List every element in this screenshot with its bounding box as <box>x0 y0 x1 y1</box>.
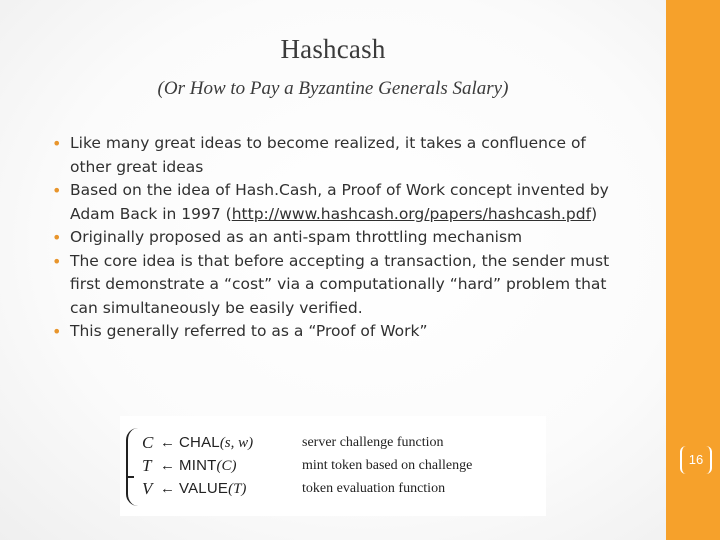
formula-desc: token evaluation function <box>302 481 446 496</box>
left-arrow-icon: ← <box>160 480 175 497</box>
formula-desc: server challenge function <box>302 435 444 450</box>
page-number: 16 <box>680 446 712 474</box>
bullet-item <box>52 179 632 226</box>
formula-row-chal <box>142 432 253 454</box>
bullet-item <box>52 250 632 321</box>
bullet-list <box>52 132 632 344</box>
formula-args: (s, w) <box>219 435 254 451</box>
formula-args: (C) <box>216 458 237 474</box>
bullet-text: Based on the idea of Hash.Cash, a Proof of Work concept invented by Adam Back in 1997 ( <box>70 181 609 223</box>
bullet-text: Originally proposed as an anti-spam throttling mechanism <box>70 228 523 246</box>
formula-var: T <box>142 456 152 475</box>
formula-var: V <box>142 479 153 498</box>
bullet-item <box>52 320 632 344</box>
formula-row-value <box>142 478 246 500</box>
left-brace-icon <box>126 428 142 506</box>
formula-func: MINT <box>179 457 217 474</box>
bullet-text: The core idea is that before accepting a transaction, the sender must first demonstrate a “cost” via a computationally “hard” problem that can simultaneously be easily verified. <box>70 251 610 317</box>
left-arrow-icon: ← <box>160 457 175 474</box>
bullet-item <box>52 132 632 179</box>
hashcash-paper-link[interactable]: http://www.hashcash.org/papers/hashcash.pdf <box>231 204 592 223</box>
formula-args: (T) <box>228 481 247 497</box>
bullet-text-suffix: ) <box>591 204 598 223</box>
left-arrow-icon: ← <box>160 434 175 451</box>
bullet-item <box>52 226 632 250</box>
formula-row-mint <box>142 455 236 477</box>
bullet-dot-icon: • <box>52 228 62 247</box>
slide-title: Hashcash <box>280 34 386 64</box>
bullet-dot-icon: • <box>52 181 62 200</box>
formula-func: VALUE <box>179 480 229 497</box>
bullet-dot-icon: • <box>52 251 62 271</box>
slide-subtitle: (Or How to Pay a Byzantine Generals Salary) <box>157 78 509 99</box>
formula-desc: mint token based on challenge <box>302 458 473 473</box>
formula-func: CHAL <box>179 434 220 451</box>
bullet-dot-icon: • <box>52 134 62 153</box>
hashcash-formula-image <box>120 416 546 516</box>
bullet-dot-icon: • <box>52 322 62 341</box>
formula-var: C <box>142 433 154 452</box>
bullet-text: This generally referred to as a “Proof of Work” <box>70 322 428 340</box>
bullet-text: Like many great ideas to become realized, it takes a confluence of other great ideas <box>70 134 586 176</box>
